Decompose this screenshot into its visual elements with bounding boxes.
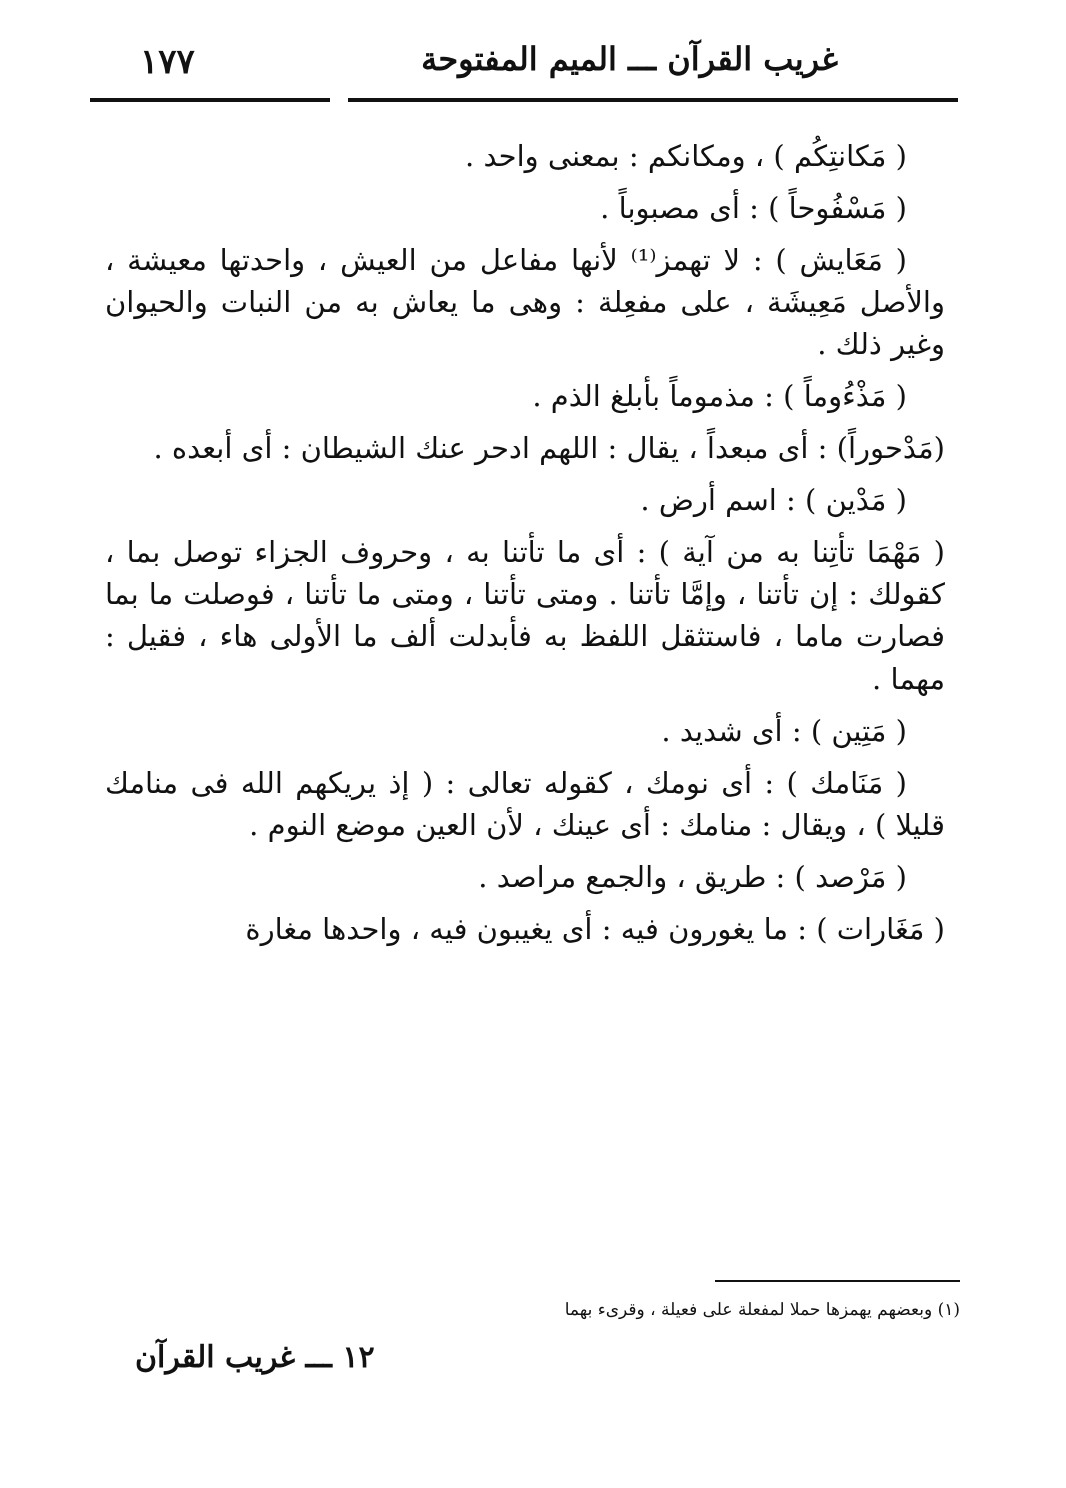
footnote-rule [715,1280,960,1282]
entry-manamik: ( مَنَامك ) : أى نومك ، كقوله تعالى : ( إذ يريكهم الله فى منامك قليلا ) ، ويقال : منامك : أى عينك ، لأن العين موضع النوم . [105,765,945,842]
header-rule [348,98,958,102]
signature-mark: ١٢ ـــ غريب القرآن [135,1340,375,1375]
entry-marsad: ( مَرْصد ) : طريق ، والجمع مراصد . [478,859,907,894]
entry-maayish: ( مَعَايش ) : لا تهمز⁽¹⁾ لأنها مفاعل من العيش ، واحدتها معيشة ، والأصل مَعِيشَة ، على مفعِلة : وهى ما يعاش به من النبات والحيوان وغير ذلك . [105,243,945,362]
entry-matin: ( مَتِين ) : أى شديد . [661,713,907,748]
header-rule [90,98,330,102]
main-text [105,135,945,960]
page-number: ١٧٧ [140,42,195,82]
entry-makanatikum: ( مَكانتِكُم ) ، ومكانكم : بمعنى واحد . [465,139,907,173]
entry-madhuran: (مَدْحوراً) : أى مبعداً ، يقال : اللهم ادحر عنك الشيطان : أى أبعده . [153,431,945,466]
entry-mahma: ( مَهْمَا تأتِنا به من آية ) : أى ما تأتنا به ، وحروف الجزاء توصل بما ، كقولك : إن تأتنا ، وإمَّا تأتنا . ومتى تأتنا ، ومتى ما تأتنا ، فوصلت ما بما فصارت ماما ، فاستثقل اللفظ به فأبدلت ألف ما الأولى هاء ، فقيل : مهما . [105,535,945,696]
entry-madhuman: ( مَذْءُوماً ) : مذموماً بأبلغ الذم . [532,379,907,414]
entry-magharat: ( مَغَارات ) : ما يغورون فيه : أى يغيبون فيه ، واحدها مغارة [245,911,945,946]
running-title: غريب القرآن ـــ الميم المفتوحة [421,40,838,78]
footnote: (١) وبعضهم يهمزها حملا لمفعلة على فعيلة ، وقرىء بهما [564,1300,960,1320]
entry-madyan: ( مَدْين ) : اسم أرض . [640,483,907,518]
entry-masfuhan: ( مَسْفُوحاً ) : أى مصبوباً . [600,191,907,226]
page-header [90,30,958,105]
